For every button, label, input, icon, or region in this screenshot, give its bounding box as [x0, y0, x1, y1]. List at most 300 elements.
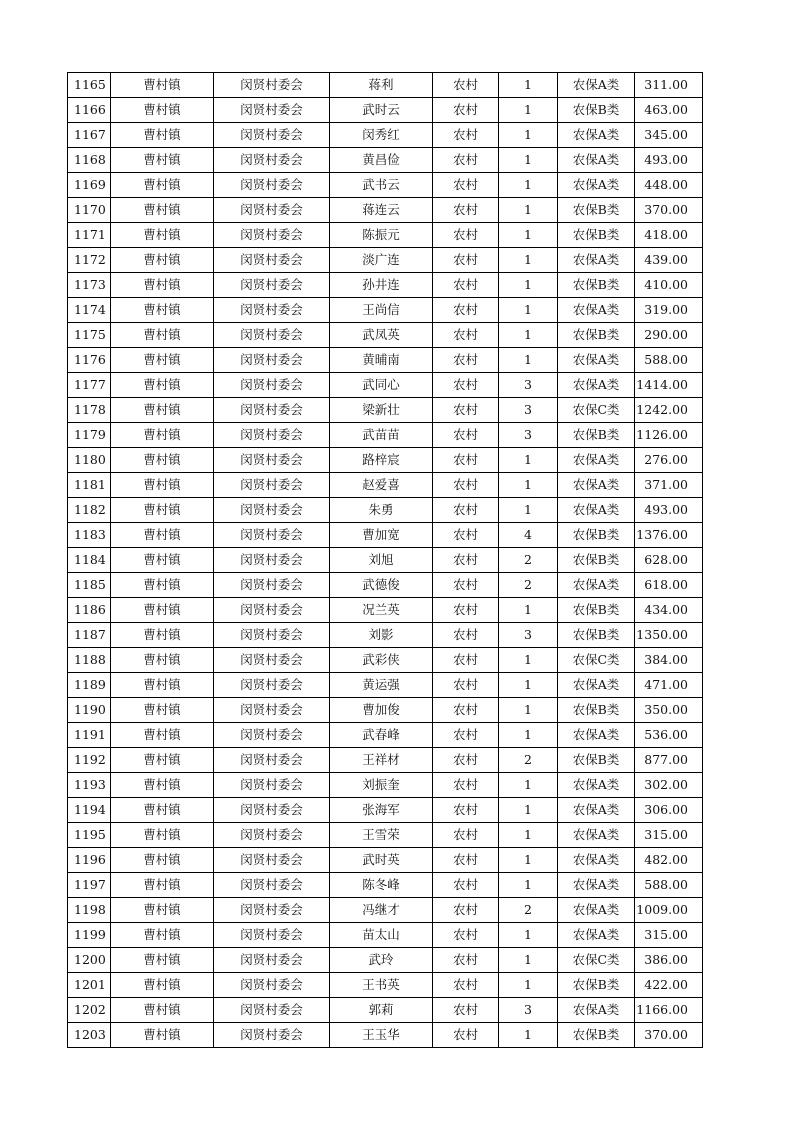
town-cell: 曹村镇 [111, 248, 214, 273]
table-row [68, 248, 703, 273]
name-cell: 孙井连 [330, 273, 433, 298]
household-type-cell: 农村 [433, 123, 499, 148]
village-committee-cell: 闵贤村委会 [214, 223, 330, 248]
household-type-cell: 农村 [433, 948, 499, 973]
town-cell: 曹村镇 [111, 298, 214, 323]
name-cell: 武凤英 [330, 323, 433, 348]
household-type-cell: 农村 [433, 1023, 499, 1048]
name-cell: 武德俊 [330, 573, 433, 598]
person-count-cell: 1 [499, 248, 558, 273]
town-cell: 曹村镇 [111, 323, 214, 348]
amount-cell: 588.00 [635, 348, 703, 373]
row-index: 1179 [68, 423, 111, 448]
category-cell: 农保A类 [558, 673, 635, 698]
person-count-cell: 1 [499, 673, 558, 698]
category-cell: 农保B类 [558, 523, 635, 548]
row-index: 1195 [68, 823, 111, 848]
amount-cell: 1376.00 [635, 523, 703, 548]
village-committee-cell: 闵贤村委会 [214, 423, 330, 448]
person-count-cell: 1 [499, 173, 558, 198]
category-cell: 农保B类 [558, 98, 635, 123]
household-type-cell: 农村 [433, 298, 499, 323]
household-type-cell: 农村 [433, 998, 499, 1023]
amount-cell: 434.00 [635, 598, 703, 623]
category-cell: 农保B类 [558, 748, 635, 773]
person-count-cell: 1 [499, 98, 558, 123]
row-index: 1196 [68, 848, 111, 873]
town-cell: 曹村镇 [111, 373, 214, 398]
village-committee-cell: 闵贤村委会 [214, 848, 330, 873]
table-row [68, 298, 703, 323]
town-cell: 曹村镇 [111, 123, 214, 148]
amount-cell: 628.00 [635, 548, 703, 573]
village-committee-cell: 闵贤村委会 [214, 273, 330, 298]
village-committee-cell: 闵贤村委会 [214, 248, 330, 273]
person-count-cell: 1 [499, 323, 558, 348]
household-type-cell: 农村 [433, 523, 499, 548]
town-cell: 曹村镇 [111, 573, 214, 598]
name-cell: 黄晡南 [330, 348, 433, 373]
amount-cell: 1009.00 [635, 898, 703, 923]
person-count-cell: 3 [499, 623, 558, 648]
amount-cell: 877.00 [635, 748, 703, 773]
table-row [68, 98, 703, 123]
village-committee-cell: 闵贤村委会 [214, 523, 330, 548]
town-cell: 曹村镇 [111, 598, 214, 623]
row-index: 1183 [68, 523, 111, 548]
name-cell: 闵秀红 [330, 123, 433, 148]
row-index: 1172 [68, 248, 111, 273]
table-row [68, 973, 703, 998]
category-cell: 农保B类 [558, 323, 635, 348]
table-row [68, 923, 703, 948]
category-cell: 农保B类 [558, 273, 635, 298]
table-row [68, 1023, 703, 1048]
name-cell: 武书云 [330, 173, 433, 198]
category-cell: 农保B类 [558, 423, 635, 448]
person-count-cell: 3 [499, 398, 558, 423]
name-cell: 刘振奎 [330, 773, 433, 798]
table-row [68, 798, 703, 823]
table-row [68, 398, 703, 423]
town-cell: 曹村镇 [111, 698, 214, 723]
village-committee-cell: 闵贤村委会 [214, 473, 330, 498]
amount-cell: 588.00 [635, 873, 703, 898]
row-index: 1176 [68, 348, 111, 373]
town-cell: 曹村镇 [111, 198, 214, 223]
amount-cell: 350.00 [635, 698, 703, 723]
person-count-cell: 1 [499, 948, 558, 973]
town-cell: 曹村镇 [111, 998, 214, 1023]
person-count-cell: 3 [499, 998, 558, 1023]
name-cell: 王玉华 [330, 1023, 433, 1048]
name-cell: 冯继才 [330, 898, 433, 923]
name-cell: 朱勇 [330, 498, 433, 523]
household-type-cell: 农村 [433, 323, 499, 348]
amount-cell: 1242.00 [635, 398, 703, 423]
name-cell: 刘旭 [330, 548, 433, 573]
household-type-cell: 农村 [433, 648, 499, 673]
village-committee-cell: 闵贤村委会 [214, 148, 330, 173]
village-committee-cell: 闵贤村委会 [214, 448, 330, 473]
row-index: 1181 [68, 473, 111, 498]
village-committee-cell: 闵贤村委会 [214, 498, 330, 523]
village-committee-cell: 闵贤村委会 [214, 998, 330, 1023]
name-cell: 蒋利 [330, 73, 433, 98]
household-type-cell: 农村 [433, 273, 499, 298]
category-cell: 农保A类 [558, 148, 635, 173]
household-type-cell: 农村 [433, 73, 499, 98]
name-cell: 张海军 [330, 798, 433, 823]
household-type-cell: 农村 [433, 473, 499, 498]
person-count-cell: 1 [499, 698, 558, 723]
table-body [68, 73, 703, 1048]
village-committee-cell: 闵贤村委会 [214, 548, 330, 573]
category-cell: 农保A类 [558, 873, 635, 898]
table-row [68, 773, 703, 798]
village-committee-cell: 闵贤村委会 [214, 123, 330, 148]
category-cell: 农保A类 [558, 573, 635, 598]
person-count-cell: 1 [499, 148, 558, 173]
household-type-cell: 农村 [433, 498, 499, 523]
benefit-roster-table [67, 72, 703, 1048]
village-committee-cell: 闵贤村委会 [214, 648, 330, 673]
amount-cell: 276.00 [635, 448, 703, 473]
town-cell: 曹村镇 [111, 798, 214, 823]
amount-cell: 371.00 [635, 473, 703, 498]
row-index: 1174 [68, 298, 111, 323]
town-cell: 曹村镇 [111, 348, 214, 373]
person-count-cell: 3 [499, 423, 558, 448]
name-cell: 陈振元 [330, 223, 433, 248]
name-cell: 况兰英 [330, 598, 433, 623]
row-index: 1182 [68, 498, 111, 523]
town-cell: 曹村镇 [111, 73, 214, 98]
table-row [68, 848, 703, 873]
village-committee-cell: 闵贤村委会 [214, 698, 330, 723]
name-cell: 武玲 [330, 948, 433, 973]
village-committee-cell: 闵贤村委会 [214, 773, 330, 798]
amount-cell: 410.00 [635, 273, 703, 298]
person-count-cell: 1 [499, 298, 558, 323]
name-cell: 梁新壮 [330, 398, 433, 423]
row-index: 1199 [68, 923, 111, 948]
name-cell: 武时云 [330, 98, 433, 123]
village-committee-cell: 闵贤村委会 [214, 73, 330, 98]
household-type-cell: 农村 [433, 823, 499, 848]
household-type-cell: 农村 [433, 198, 499, 223]
table-row [68, 348, 703, 373]
town-cell: 曹村镇 [111, 648, 214, 673]
amount-cell: 471.00 [635, 673, 703, 698]
category-cell: 农保C类 [558, 648, 635, 673]
village-committee-cell: 闵贤村委会 [214, 673, 330, 698]
person-count-cell: 4 [499, 523, 558, 548]
row-index: 1194 [68, 798, 111, 823]
table-row [68, 73, 703, 98]
name-cell: 武同心 [330, 373, 433, 398]
household-type-cell: 农村 [433, 848, 499, 873]
person-count-cell: 1 [499, 798, 558, 823]
table-row [68, 998, 703, 1023]
person-count-cell: 1 [499, 448, 558, 473]
amount-cell: 418.00 [635, 223, 703, 248]
row-index: 1173 [68, 273, 111, 298]
category-cell: 农保B类 [558, 623, 635, 648]
category-cell: 农保A类 [558, 998, 635, 1023]
name-cell: 王尚信 [330, 298, 433, 323]
town-cell: 曹村镇 [111, 948, 214, 973]
category-cell: 农保B类 [558, 548, 635, 573]
household-type-cell: 农村 [433, 548, 499, 573]
town-cell: 曹村镇 [111, 398, 214, 423]
name-cell: 曹加宽 [330, 523, 433, 548]
row-index: 1203 [68, 1023, 111, 1048]
household-type-cell: 农村 [433, 898, 499, 923]
village-committee-cell: 闵贤村委会 [214, 748, 330, 773]
household-type-cell: 农村 [433, 673, 499, 698]
name-cell: 武彩侠 [330, 648, 433, 673]
category-cell: 农保A类 [558, 498, 635, 523]
category-cell: 农保B类 [558, 598, 635, 623]
person-count-cell: 1 [499, 498, 558, 523]
village-committee-cell: 闵贤村委会 [214, 98, 330, 123]
village-committee-cell: 闵贤村委会 [214, 798, 330, 823]
amount-cell: 1414.00 [635, 373, 703, 398]
category-cell: 农保A类 [558, 448, 635, 473]
category-cell: 农保A类 [558, 373, 635, 398]
row-index: 1191 [68, 723, 111, 748]
town-cell: 曹村镇 [111, 848, 214, 873]
village-committee-cell: 闵贤村委会 [214, 1023, 330, 1048]
household-type-cell: 农村 [433, 573, 499, 598]
table-row [68, 323, 703, 348]
person-count-cell: 1 [499, 923, 558, 948]
row-index: 1187 [68, 623, 111, 648]
category-cell: 农保A类 [558, 923, 635, 948]
name-cell: 路梓宸 [330, 448, 433, 473]
table-row [68, 123, 703, 148]
amount-cell: 463.00 [635, 98, 703, 123]
name-cell: 武春峰 [330, 723, 433, 748]
town-cell: 曹村镇 [111, 498, 214, 523]
table-row [68, 873, 703, 898]
category-cell: 农保C类 [558, 398, 635, 423]
person-count-cell: 1 [499, 823, 558, 848]
person-count-cell: 1 [499, 348, 558, 373]
row-index: 1188 [68, 648, 111, 673]
table-row [68, 548, 703, 573]
village-committee-cell: 闵贤村委会 [214, 823, 330, 848]
amount-cell: 422.00 [635, 973, 703, 998]
amount-cell: 306.00 [635, 798, 703, 823]
town-cell: 曹村镇 [111, 673, 214, 698]
town-cell: 曹村镇 [111, 973, 214, 998]
person-count-cell: 1 [499, 873, 558, 898]
category-cell: 农保A类 [558, 298, 635, 323]
village-committee-cell: 闵贤村委会 [214, 948, 330, 973]
village-committee-cell: 闵贤村委会 [214, 723, 330, 748]
row-index: 1178 [68, 398, 111, 423]
town-cell: 曹村镇 [111, 623, 214, 648]
household-type-cell: 农村 [433, 373, 499, 398]
name-cell: 黄运强 [330, 673, 433, 698]
person-count-cell: 2 [499, 573, 558, 598]
name-cell: 王祥材 [330, 748, 433, 773]
amount-cell: 448.00 [635, 173, 703, 198]
household-type-cell: 农村 [433, 448, 499, 473]
town-cell: 曹村镇 [111, 273, 214, 298]
row-index: 1201 [68, 973, 111, 998]
household-type-cell: 农村 [433, 348, 499, 373]
village-committee-cell: 闵贤村委会 [214, 198, 330, 223]
name-cell: 武时英 [330, 848, 433, 873]
category-cell: 农保B类 [558, 198, 635, 223]
town-cell: 曹村镇 [111, 748, 214, 773]
village-committee-cell: 闵贤村委会 [214, 623, 330, 648]
category-cell: 农保A类 [558, 248, 635, 273]
village-committee-cell: 闵贤村委会 [214, 923, 330, 948]
household-type-cell: 农村 [433, 148, 499, 173]
town-cell: 曹村镇 [111, 773, 214, 798]
category-cell: 农保A类 [558, 173, 635, 198]
table-row [68, 498, 703, 523]
category-cell: 农保A类 [558, 73, 635, 98]
category-cell: 农保A类 [558, 898, 635, 923]
category-cell: 农保A类 [558, 823, 635, 848]
amount-cell: 290.00 [635, 323, 703, 348]
table-row [68, 573, 703, 598]
person-count-cell: 1 [499, 273, 558, 298]
household-type-cell: 农村 [433, 98, 499, 123]
category-cell: 农保B类 [558, 223, 635, 248]
table-row [68, 948, 703, 973]
household-type-cell: 农村 [433, 173, 499, 198]
row-index: 1190 [68, 698, 111, 723]
row-index: 1171 [68, 223, 111, 248]
row-index: 1192 [68, 748, 111, 773]
town-cell: 曹村镇 [111, 548, 214, 573]
amount-cell: 370.00 [635, 1023, 703, 1048]
household-type-cell: 农村 [433, 873, 499, 898]
town-cell: 曹村镇 [111, 448, 214, 473]
table-row [68, 423, 703, 448]
table-row [68, 523, 703, 548]
category-cell: 农保A类 [558, 348, 635, 373]
category-cell: 农保B类 [558, 698, 635, 723]
row-index: 1186 [68, 598, 111, 623]
row-index: 1189 [68, 673, 111, 698]
village-committee-cell: 闵贤村委会 [214, 398, 330, 423]
table-row [68, 148, 703, 173]
name-cell: 陈冬峰 [330, 873, 433, 898]
name-cell: 郭莉 [330, 998, 433, 1023]
amount-cell: 384.00 [635, 648, 703, 673]
amount-cell: 493.00 [635, 148, 703, 173]
town-cell: 曹村镇 [111, 823, 214, 848]
amount-cell: 319.00 [635, 298, 703, 323]
village-committee-cell: 闵贤村委会 [214, 973, 330, 998]
person-count-cell: 1 [499, 1023, 558, 1048]
row-index: 1168 [68, 148, 111, 173]
row-index: 1175 [68, 323, 111, 348]
table-row [68, 198, 703, 223]
town-cell: 曹村镇 [111, 523, 214, 548]
person-count-cell: 1 [499, 973, 558, 998]
household-type-cell: 农村 [433, 723, 499, 748]
town-cell: 曹村镇 [111, 1023, 214, 1048]
person-count-cell: 1 [499, 73, 558, 98]
table-row [68, 173, 703, 198]
row-index: 1170 [68, 198, 111, 223]
name-cell: 曹加俊 [330, 698, 433, 723]
row-index: 1169 [68, 173, 111, 198]
village-committee-cell: 闵贤村委会 [214, 898, 330, 923]
table-row [68, 273, 703, 298]
household-type-cell: 农村 [433, 598, 499, 623]
village-committee-cell: 闵贤村委会 [214, 323, 330, 348]
row-index: 1198 [68, 898, 111, 923]
person-count-cell: 1 [499, 848, 558, 873]
table-row [68, 673, 703, 698]
row-index: 1167 [68, 123, 111, 148]
village-committee-cell: 闵贤村委会 [214, 173, 330, 198]
table-row [68, 648, 703, 673]
category-cell: 农保A类 [558, 798, 635, 823]
name-cell: 蒋连云 [330, 198, 433, 223]
row-index: 1166 [68, 98, 111, 123]
town-cell: 曹村镇 [111, 98, 214, 123]
category-cell: 农保A类 [558, 848, 635, 873]
village-committee-cell: 闵贤村委会 [214, 873, 330, 898]
household-type-cell: 农村 [433, 773, 499, 798]
household-type-cell: 农村 [433, 248, 499, 273]
amount-cell: 315.00 [635, 823, 703, 848]
row-index: 1193 [68, 773, 111, 798]
table-row [68, 598, 703, 623]
town-cell: 曹村镇 [111, 473, 214, 498]
name-cell: 王书英 [330, 973, 433, 998]
amount-cell: 482.00 [635, 848, 703, 873]
household-type-cell: 农村 [433, 748, 499, 773]
village-committee-cell: 闵贤村委会 [214, 373, 330, 398]
row-index: 1180 [68, 448, 111, 473]
amount-cell: 493.00 [635, 498, 703, 523]
table-row [68, 898, 703, 923]
town-cell: 曹村镇 [111, 173, 214, 198]
name-cell: 武苗苗 [330, 423, 433, 448]
town-cell: 曹村镇 [111, 423, 214, 448]
row-index: 1177 [68, 373, 111, 398]
person-count-cell: 1 [499, 223, 558, 248]
town-cell: 曹村镇 [111, 898, 214, 923]
amount-cell: 618.00 [635, 573, 703, 598]
table-row [68, 373, 703, 398]
household-type-cell: 农村 [433, 623, 499, 648]
category-cell: 农保A类 [558, 473, 635, 498]
name-cell: 王雪荣 [330, 823, 433, 848]
person-count-cell: 1 [499, 473, 558, 498]
name-cell: 黄昌俭 [330, 148, 433, 173]
household-type-cell: 农村 [433, 223, 499, 248]
table-row [68, 823, 703, 848]
person-count-cell: 2 [499, 898, 558, 923]
name-cell: 苗太山 [330, 923, 433, 948]
town-cell: 曹村镇 [111, 923, 214, 948]
table-row [68, 473, 703, 498]
category-cell: 农保A类 [558, 723, 635, 748]
person-count-cell: 2 [499, 548, 558, 573]
